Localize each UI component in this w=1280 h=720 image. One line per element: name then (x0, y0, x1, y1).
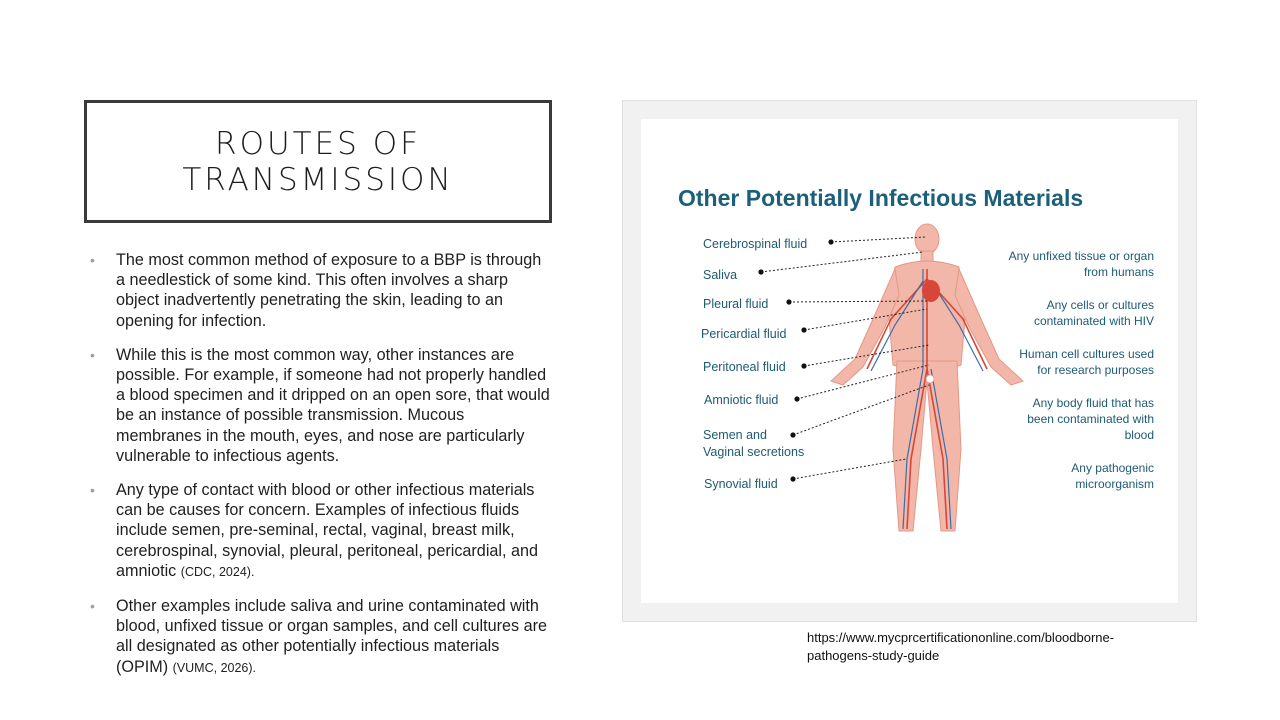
bullet-text: Other examples include saliva and urine contaminated with blood, unfixed tissue or organ samples, and cell cultures are all designated as other potentially infectious materials (OPIM) (116, 597, 548, 676)
infographic (641, 119, 1178, 603)
bullet-text: Any type of contact with blood or other infectious materials can be causes for concern. Examples of infectious fluids include semen, pre-seminal, rectal, vaginal, breast milk, cerebrospinal, synovial, pleural, peritoneal, pericardial, and amniotic (116, 481, 539, 580)
citation: (CDC, 2024). (180, 564, 255, 579)
right-label-tissue-line2: from humans (1083, 265, 1154, 279)
citation: (VUMC, 2026). (172, 660, 257, 675)
right-label-pathogen-line2: microorganism (1075, 477, 1154, 491)
right-label-hiv-line2: contaminated with HIV (1033, 314, 1154, 328)
right-label-bodyfluid-line1: Any body fluid that has (1032, 396, 1154, 410)
left-label-semen-line2: Vaginal secretions (703, 445, 805, 459)
bullet-text: The most common method of exposure to a BBP is through a needlestick of some kind. This often involves a sharp object inadvertently penetrating the skin, leading to an opening for infection. (116, 251, 542, 330)
left-label-saliva: Saliva (703, 268, 738, 282)
slide-title (84, 100, 552, 223)
left-label-cerebrospinal: Cerebrospinal fluid (703, 237, 808, 251)
bullet-item (90, 250, 550, 331)
infographic-heading: Other Potentially Infectious Materials (678, 185, 1084, 211)
left-label-amniotic: Amniotic fluid (704, 393, 779, 407)
left-label-peritoneal: Peritoneal fluid (703, 360, 786, 374)
title-line-1: ROUTES OF (215, 125, 421, 162)
infographic-svg (641, 119, 1178, 603)
right-label-bodyfluid-line2: been contaminated with (1027, 412, 1154, 426)
bullet-list (90, 250, 550, 692)
right-label-pathogen-line1: Any pathogenic (1071, 461, 1154, 475)
bullet-item (90, 480, 550, 582)
left-label-semen-line1: Semen and (703, 428, 767, 442)
right-label-research-line1: Human cell cultures used (1019, 347, 1154, 361)
left-label-pleural: Pleural fluid (703, 297, 769, 311)
bullet-item (90, 596, 550, 678)
bullet-text: While this is the most common way, other instances are possible. For example, if someone had not properly handled a blood specimen and it dripped on an open sore, that would be an instance of possible transmission. Mucous membranes in the mouth, eyes, and nose are particularly vulnerable to infectious agents. (116, 345, 550, 465)
body-figure-illustration (831, 224, 1023, 531)
right-label-tissue-line1: Any unfixed tissue or organ (1008, 249, 1154, 263)
right-label-hiv-line1: Any cells or cultures (1046, 298, 1154, 312)
infographic-frame (622, 100, 1197, 622)
bullet-item (90, 345, 550, 466)
right-label-research-line2: for research purposes (1037, 363, 1154, 377)
source-url: https://www.mycprcertificationonline.com/bloodborne-pathogens-study-guide (807, 630, 1115, 663)
left-label-synovial: Synovial fluid (704, 477, 778, 491)
left-label-pericardial: Pericardial fluid (701, 327, 787, 341)
title-line-2: TRANSMISSION (182, 161, 454, 198)
right-label-bodyfluid-line3: blood (1124, 428, 1154, 442)
